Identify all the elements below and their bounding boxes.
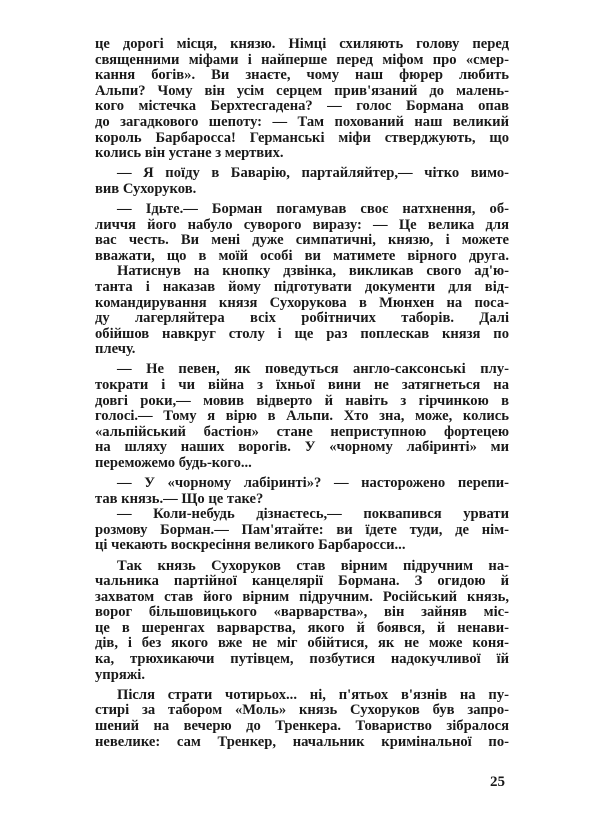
text-line: — Я поїду в Баварію, партайляйтер,— чітко вимо- [117,166,509,182]
paragraph [95,476,509,507]
text-line: — Ідьте.— Борман погамував своє натхнення, об- [117,201,509,217]
text-line: «альпійський бастіон» стане неприступною фортецею [95,424,509,440]
text-line: танта і наказав йому підготувати документи для від- [95,279,509,295]
text-line: кання богів». Ви знаєте, чому наш фюрер любить [95,68,509,84]
text-line: тократи і чи війна з їхньої вини не затягнеться на [95,377,509,393]
paragraph [95,362,509,471]
text-line: голосі.— Тому я вірю в Альпи. Хто зна, може, колись [95,409,509,425]
paragraph [95,264,509,358]
text-line: захватом став його вірним підручним. Російський князь, [95,589,509,605]
text-line: шений на вечерю до Тренкера. Товариство зібралося [95,718,509,734]
text-line: вас честь. Ви мені дуже симпатичні, князю, і можете [95,233,509,249]
text-line: це в шеренгах варварства, якого й боявся, й ненави- [95,620,509,636]
text-line: упряжі. [95,667,146,683]
paragraph [95,559,509,684]
text-line: дів, і без якого вже не міг обійтися, як не може коня- [95,636,509,652]
text-line: вив Сухоруков. [95,181,197,197]
paragraph [95,37,509,162]
text-line: командирування князя Сухорукова в Мюнхен на поса- [95,295,509,311]
text-line: ворог більшовицького «варварства», він зайняв міс- [95,605,509,621]
book-page-text [95,37,509,755]
text-line: — У «чорному лабіринті»? — насторожено перепи- [117,476,509,492]
text-line: Натиснув на кнопку дзвінка, викликав свого ад'ю- [117,264,509,280]
paragraph [95,688,509,750]
text-line: вважати, що в моїй особі ви матимете вірного друга. [95,248,509,264]
text-line: до загадкового шепоту: — Там похований наш великий [95,114,509,130]
text-line: священними міфами і найперше перед міфом про «смер- [95,52,509,68]
text-line: Після страти чотирьох... ні, п'ятьох в'язнів на пу- [117,687,509,703]
text-line: на шляху наших ворогів. У «чорному лабіринті» ми [95,440,509,456]
text-line: невелике: сам Тренкер, начальник кримінальної по- [95,734,509,750]
text-line: колись він устане з мертвих. [95,146,284,162]
paragraph [95,507,509,554]
text-line: стирі за табором «Моль» князь Сухоруков був запро- [95,703,509,719]
text-line: Альпи? Чому він усім серцем прив'язаний до малень- [95,83,509,99]
text-line: — Коли-небудь дізнаєтесь,— поквапився урвати [117,507,509,523]
text-line: це дорогі місця, князю. Німці схиляють голову перед [95,37,509,52]
text-line: ці чекають воскресіння великого Барбаросси... [95,538,406,554]
page-number: 25 [490,774,505,790]
text-line: ка, трюхикаючи путівцем, позбутися надокучливої їй [95,652,509,668]
text-line: розмову Борман.— Пам'ятайте: ви їдете туди, де нім- [95,522,509,538]
paragraph [95,166,509,197]
text-line: кого містечка Берхтесгадена? — голос Бормана опав [95,99,509,115]
text-line: — Не певен, як поведуться англо-саксонські плу- [117,362,509,378]
text-line: король Барбаросса! Германські міфи стверджують, що [95,130,509,146]
text-line: личчя його набуло суворого виразу: — Це велика для [95,217,509,233]
text-line: Так князь Сухоруков став вірним підручним на- [117,558,509,574]
text-line: ду лагерляйтера всіх робітничих таборів. Далі [95,311,509,327]
text-line: тав князь.— Що це таке? [95,491,264,507]
text-line: обійшов навкруг столу і ще раз поплескав князя по [95,326,509,342]
text-line: переможемо будь-кого... [95,455,252,471]
text-line: довгі роки,— мовив відверто й навіть з гірчинкою в [95,393,509,409]
text-line: плечу. [95,342,136,358]
paragraph [95,202,509,264]
text-line: чальника партійної канцелярії Бормана. З огидою й [95,574,509,590]
